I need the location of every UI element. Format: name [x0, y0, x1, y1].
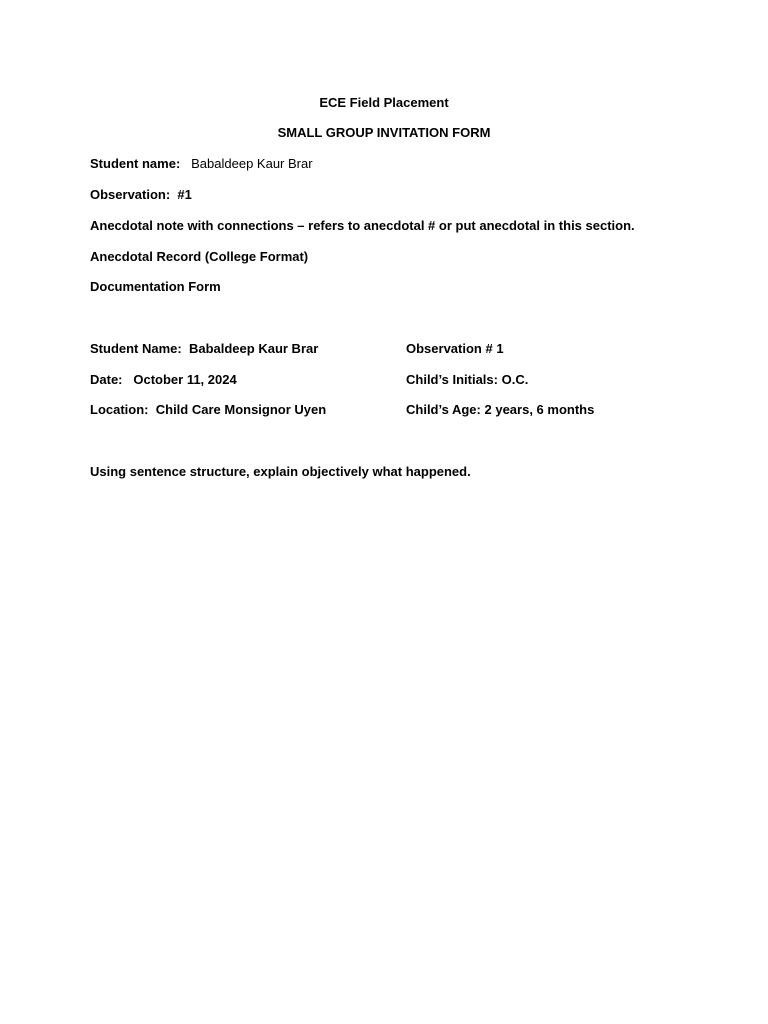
detail-date-label: Date: [90, 372, 123, 387]
detail-age-value: 2 years, 6 months [484, 402, 595, 417]
student-name-row [90, 156, 313, 172]
anecdotal-instruction: Anecdotal note with connections – refers to anecdotal # or put anecdotal in this section. [90, 218, 635, 233]
student-name-label: Student name: [90, 156, 181, 171]
detail-observation-label: Observation # [406, 341, 493, 356]
detail-age-label: Child’s Age: [406, 402, 481, 417]
detail-student-name-value: Babaldeep Kaur Brar [188, 341, 319, 356]
detail-initials-label: Child’s Initials: [406, 372, 498, 387]
observation-row [90, 187, 192, 203]
detail-initials [406, 372, 528, 388]
detail-student-name [90, 341, 318, 357]
documentation-form-heading: Documentation Form [90, 279, 221, 294]
detail-date [90, 372, 237, 388]
document-title: ECE Field Placement [319, 95, 449, 110]
detail-student-name-label: Student Name: [90, 341, 182, 356]
observation-value: #1 [177, 187, 192, 202]
detail-location [90, 402, 326, 418]
narrative-prompt: Using sentence structure, explain objectively what happened. [90, 464, 471, 479]
detail-age [406, 402, 594, 418]
detail-initials-value: O.C. [501, 372, 529, 387]
student-name-value: Babaldeep Kaur Brar [191, 156, 313, 171]
form-title: SMALL GROUP INVITATION FORM [277, 125, 491, 140]
detail-location-value: Child Care Monsignor Uyen [155, 402, 327, 417]
anecdotal-record-heading: Anecdotal Record (College Format) [90, 249, 309, 264]
detail-observation-value: 1 [496, 341, 504, 356]
detail-date-value: October 11, 2024 [133, 372, 237, 387]
detail-location-label: Location: [90, 402, 149, 417]
observation-label: Observation: [90, 187, 171, 202]
detail-observation [406, 341, 504, 357]
